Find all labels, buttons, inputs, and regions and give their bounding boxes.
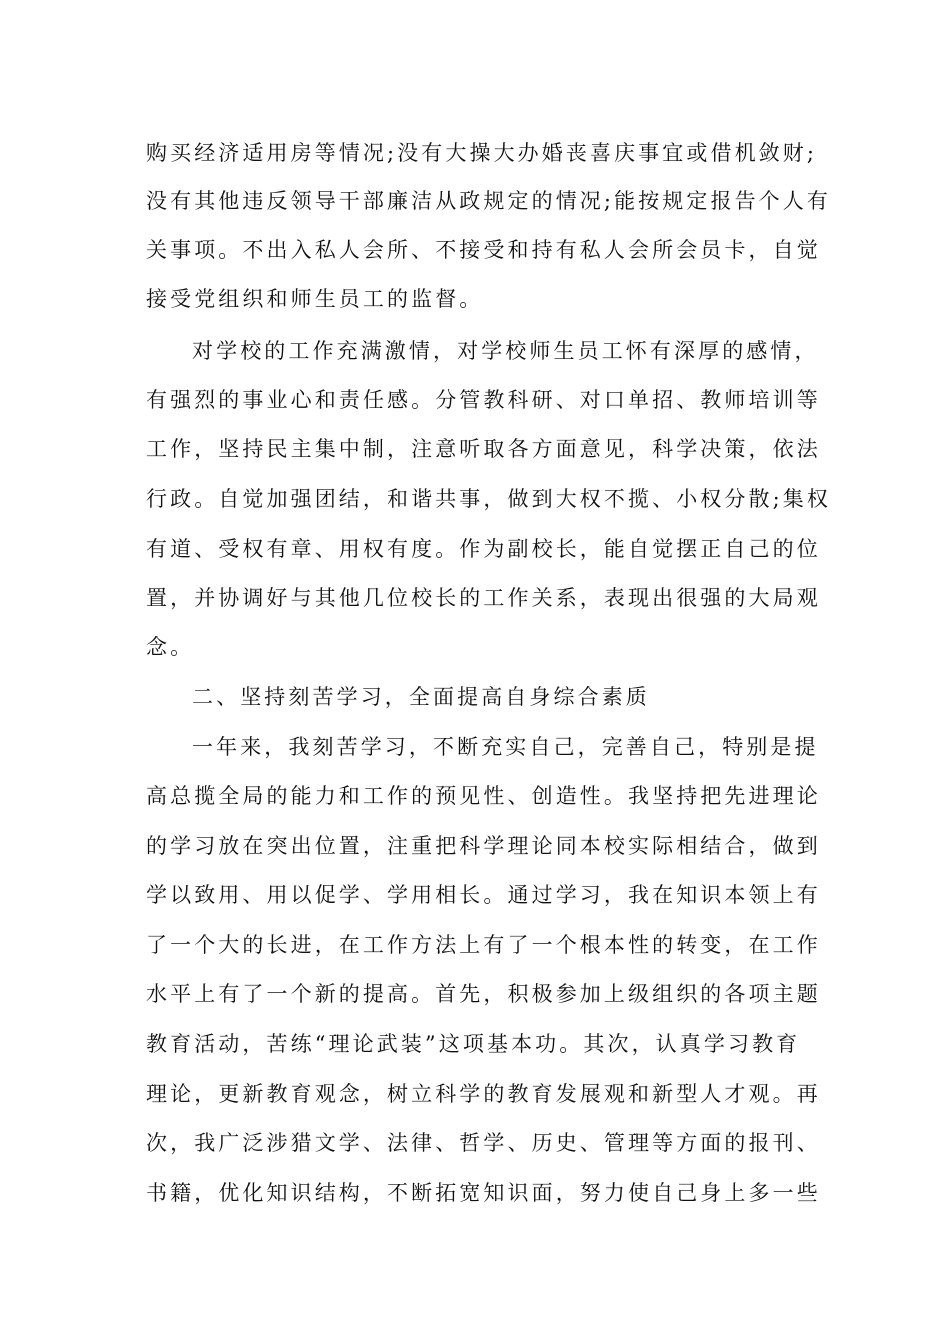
text-line: 次，我广泛涉猎文学、法律、哲学、历史、管理等方面的报刊、	[146, 1131, 821, 1155]
text-line: 置，并协调好与其他几位校长的工作关系，表现出很强的大局观	[146, 586, 821, 610]
text-line: 有道、受权有章、用权有度。作为副校长，能自觉摆正自己的位	[146, 537, 821, 561]
section-heading: 二、坚持刻苦学习，全面提高自身综合素质	[192, 685, 650, 709]
text-line: 有强烈的事业心和责任感。分管教科研、对口单招、教师培训等	[146, 388, 821, 412]
text-line: 行政。自觉加强团结，和谐共事，做到大权不揽、小权分散;集权	[146, 487, 831, 511]
text-line: 教育活动，苦练“理论武装”这项基本功。其次，认真学习教育	[146, 1032, 801, 1056]
text-line: 的学习放在突出位置，注重把科学理论同本校实际相结合，做到	[146, 834, 821, 858]
text-line: 高总揽全局的能力和工作的预见性、创造性。我坚持把先进理论	[146, 784, 821, 808]
text-line: 念。	[146, 635, 195, 659]
text-line: 关事项。不出入私人会所、不接受和持有私人会所会员卡，自觉	[146, 238, 821, 262]
text-line: 理论，更新教育观念，树立科学的教育发展观和新型人才观。再	[146, 1082, 821, 1106]
text-line: 水平上有了一个新的提高。首先，积极参加上级组织的各项主题	[146, 982, 821, 1006]
text-line: 工作，坚持民主集中制，注意听取各方面意见，科学决策，依法	[146, 437, 821, 461]
text-line: 了一个大的长进，在工作方法上有了一个根本性的转变，在工作	[146, 933, 821, 957]
text-line: 购买经济适用房等情况;没有大操大办婚丧喜庆事宜或借机敛财;	[146, 141, 818, 165]
text-line: 接受党组织和师生员工的监督。	[146, 287, 484, 311]
text-line: 没有其他违反领导干部廉洁从政规定的情况;能按规定报告个人有	[146, 189, 831, 213]
text-line: 书籍，优化知识结构，不断拓宽知识面，努力使自己身上多一些	[146, 1181, 821, 1205]
text-line: 学以致用、用以促学、学用相长。通过学习，我在知识本领上有	[146, 883, 821, 907]
paragraph-start-line: 对学校的工作充满激情，对学校师生员工怀有深厚的感情，	[192, 339, 819, 363]
paragraph-start-line: 一年来，我刻苦学习，不断充实自己，完善自己，特别是提	[192, 735, 819, 759]
